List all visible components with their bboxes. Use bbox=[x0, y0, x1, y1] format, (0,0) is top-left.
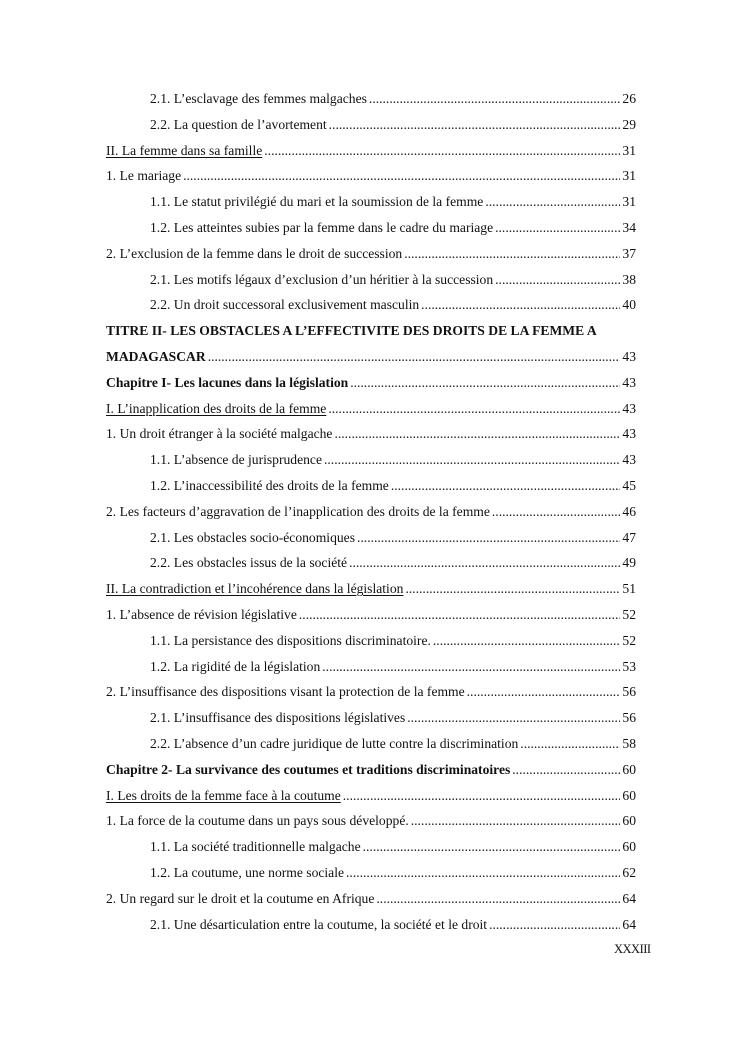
toc-entry-title: 2.1. L’esclavage des femmes malgaches bbox=[150, 91, 367, 106]
dot-leader bbox=[349, 550, 620, 576]
toc-entry-title: 1.2. La coutume, une norme sociale bbox=[150, 864, 345, 880]
toc-entry-page: 53 bbox=[622, 658, 636, 674]
dot-leader bbox=[405, 576, 620, 602]
toc-entry[interactable] bbox=[106, 550, 636, 576]
dot-leader bbox=[208, 344, 621, 370]
dot-leader bbox=[421, 292, 620, 318]
toc-entry[interactable] bbox=[106, 499, 636, 525]
dot-leader bbox=[520, 731, 620, 757]
dot-leader bbox=[343, 783, 621, 809]
toc-entry-page: 47 bbox=[622, 529, 636, 545]
toc-entry-page: 40 bbox=[622, 297, 636, 313]
toc-entry[interactable] bbox=[106, 576, 636, 602]
dot-leader bbox=[322, 654, 620, 680]
toc-entry-title: 2.2. Les obstacles issus de la société bbox=[150, 555, 348, 571]
toc-entry-page: 43 bbox=[622, 348, 636, 364]
table-of-contents bbox=[106, 86, 636, 937]
toc-entry[interactable] bbox=[106, 189, 636, 215]
toc-entry[interactable] bbox=[106, 602, 636, 628]
toc-entry-page: 49 bbox=[622, 555, 636, 571]
toc-entry-page: 43 bbox=[622, 374, 636, 390]
dot-leader bbox=[391, 473, 621, 499]
toc-entry-title: 1.2. Les atteintes subies par la femme dans le cadre du mariage bbox=[150, 219, 494, 235]
toc-entry-page: 43 bbox=[622, 452, 636, 468]
toc-entry-page: 45 bbox=[622, 477, 636, 493]
dot-leader bbox=[324, 447, 620, 473]
toc-entry-title: 2.1. Les obstacles socio-économiques bbox=[150, 529, 355, 545]
toc-entry[interactable] bbox=[106, 679, 636, 705]
toc-entry-title: 2. Les facteurs d’aggravation de l’inapplication des droits de la femme bbox=[106, 503, 490, 519]
dot-leader bbox=[183, 163, 620, 189]
toc-entry-title: 1. Un droit étranger à la société malgache bbox=[106, 426, 333, 442]
toc-entry-title: 2. L’insuffisance des dispositions visant la protection de la femme bbox=[106, 684, 465, 700]
toc-entry-title: MADAGASCAR bbox=[106, 348, 206, 364]
toc-entry[interactable] bbox=[106, 292, 636, 318]
dot-leader bbox=[334, 421, 620, 447]
dot-leader bbox=[485, 189, 620, 215]
toc-entry-page: 43 bbox=[622, 400, 636, 416]
toc-entry-page: 31 bbox=[622, 168, 636, 184]
dot-leader bbox=[329, 112, 621, 138]
dot-leader bbox=[512, 757, 620, 783]
toc-entry-title: 1.1. La persistance des dispositions discriminatoire. bbox=[150, 632, 431, 648]
dot-leader bbox=[350, 370, 620, 396]
toc-entry-title: 1. Le mariage bbox=[106, 168, 182, 184]
toc-entry-title: 2. L’exclusion de la femme dans le droit de succession bbox=[106, 245, 403, 261]
toc-entry-page: 26 bbox=[622, 91, 636, 106]
dot-leader bbox=[411, 808, 621, 834]
toc-entry[interactable] bbox=[106, 318, 636, 344]
toc-entry-page: 62 bbox=[622, 864, 636, 880]
toc-entry[interactable] bbox=[106, 473, 636, 499]
toc-entry-page: 60 bbox=[622, 787, 636, 803]
dot-leader bbox=[264, 138, 620, 164]
toc-entry[interactable] bbox=[106, 370, 636, 396]
toc-entry[interactable] bbox=[106, 447, 636, 473]
toc-entry-page: 34 bbox=[622, 219, 636, 235]
dot-leader bbox=[369, 86, 620, 112]
toc-entry-title: 2.1. Une désarticulation entre la coutume, la société et le droit bbox=[150, 916, 488, 932]
toc-entry-page: 60 bbox=[622, 839, 636, 855]
dot-leader bbox=[489, 912, 620, 938]
toc-entry[interactable] bbox=[106, 241, 636, 267]
toc-entry[interactable] bbox=[106, 628, 636, 654]
toc-entry-page: 38 bbox=[622, 271, 636, 287]
dot-leader bbox=[495, 215, 620, 241]
toc-entry-title: 1.1. Le statut privilégié du mari et la soumission de la femme bbox=[150, 194, 484, 210]
toc-entry-title: 2.2. La question de l’avortement bbox=[150, 116, 327, 132]
toc-entry-title: I. L’inapplication des droits de la femme bbox=[106, 400, 327, 416]
toc-entry-page: 29 bbox=[622, 116, 636, 132]
toc-entry-page: 56 bbox=[622, 710, 636, 726]
dot-leader bbox=[346, 860, 620, 886]
toc-entry-page: 31 bbox=[622, 142, 636, 158]
dot-leader bbox=[376, 886, 620, 912]
toc-entry[interactable] bbox=[106, 163, 636, 189]
toc-entry-title: I. Les droits de la femme face à la coutume bbox=[106, 787, 341, 803]
toc-entry[interactable] bbox=[106, 525, 636, 551]
dot-leader bbox=[407, 705, 620, 731]
toc-entry-title: II. La femme dans sa famille bbox=[106, 142, 263, 158]
dot-leader bbox=[404, 241, 620, 267]
toc-entry[interactable] bbox=[106, 396, 636, 422]
toc-entry-title: Chapitre I- Les lacunes dans la législation bbox=[106, 374, 349, 390]
toc-entry-page: 58 bbox=[622, 735, 636, 751]
toc-entry-title: 1. L’absence de révision législative bbox=[106, 606, 297, 622]
dot-leader bbox=[495, 267, 620, 293]
toc-entry-title: 1.1. La société traditionnelle malgache bbox=[150, 839, 361, 855]
toc-entry[interactable] bbox=[106, 421, 636, 447]
toc-entry[interactable] bbox=[106, 834, 636, 860]
toc-entry-page: 51 bbox=[622, 581, 636, 597]
dot-leader bbox=[433, 628, 621, 654]
dot-leader bbox=[299, 602, 621, 628]
toc-entry[interactable] bbox=[106, 215, 636, 241]
toc-entry[interactable] bbox=[106, 731, 636, 757]
dot-leader bbox=[357, 525, 620, 551]
toc-entry-title: Chapitre 2- La survivance des coutumes et traditions discriminatoires bbox=[106, 761, 511, 777]
toc-entry-page: 52 bbox=[622, 606, 636, 622]
page-number: XXXIII bbox=[614, 942, 651, 956]
toc-entry[interactable] bbox=[106, 112, 636, 138]
toc-entry-title: 2.1. Les motifs légaux d’exclusion d’un héritier à la succession bbox=[150, 271, 494, 287]
toc-entry-title: II. La contradiction et l’incohérence dans la législation bbox=[106, 581, 404, 597]
toc-entry[interactable] bbox=[106, 808, 636, 834]
toc-entry-title: 2. Un regard sur le droit et la coutume en Afrique bbox=[106, 890, 375, 906]
toc-entry-title: 2.2. Un droit successoral exclusivement masculin bbox=[150, 297, 420, 313]
toc-entry-title: 1. La force de la coutume dans un pays sous développé. bbox=[106, 813, 409, 829]
toc-entry-title: 1.1. L’absence de jurisprudence bbox=[150, 452, 322, 468]
toc-entry[interactable] bbox=[106, 654, 636, 680]
toc-entry-title: 2.1. L’insuffisance des dispositions législatives bbox=[150, 710, 406, 726]
toc-entry-page: 37 bbox=[622, 245, 636, 261]
toc-entry-page: 64 bbox=[622, 890, 636, 906]
toc-entry-title: 2.2. L’absence d’un cadre juridique de lutte contre la discrimination bbox=[150, 735, 519, 751]
toc-entry-page: 64 bbox=[622, 916, 636, 932]
toc-entry-page: 56 bbox=[622, 684, 636, 700]
toc-entry[interactable] bbox=[106, 757, 636, 783]
toc-entry-page: 31 bbox=[622, 194, 636, 210]
dot-leader bbox=[467, 679, 621, 705]
toc-entry[interactable] bbox=[106, 783, 636, 809]
toc-entry[interactable] bbox=[106, 138, 636, 164]
toc-entry[interactable] bbox=[106, 267, 636, 293]
toc-entry[interactable] bbox=[106, 860, 636, 886]
toc-entry-page: 60 bbox=[622, 813, 636, 829]
toc-entry-page: 46 bbox=[622, 503, 636, 519]
dot-leader bbox=[492, 499, 621, 525]
toc-entry[interactable] bbox=[106, 912, 636, 938]
toc-entry-page: 43 bbox=[622, 426, 636, 442]
dot-leader bbox=[328, 396, 620, 422]
toc-entry-title: TITRE II- LES OBSTACLES A L’EFFECTIVITE DES DROITS DE LA FEMME A bbox=[106, 323, 597, 339]
toc-entry-title: 1.2. La rigidité de la législation bbox=[150, 658, 321, 674]
toc-entry[interactable] bbox=[106, 705, 636, 731]
toc-entry-title: 1.2. L’inaccessibilité des droits de la femme bbox=[150, 477, 389, 493]
toc-entry-page: 60 bbox=[622, 761, 636, 777]
toc-entry[interactable] bbox=[106, 86, 636, 112]
toc-entry[interactable] bbox=[106, 886, 636, 912]
toc-entry-page: 52 bbox=[622, 632, 636, 648]
dot-leader bbox=[363, 834, 621, 860]
toc-entry[interactable] bbox=[106, 344, 636, 370]
